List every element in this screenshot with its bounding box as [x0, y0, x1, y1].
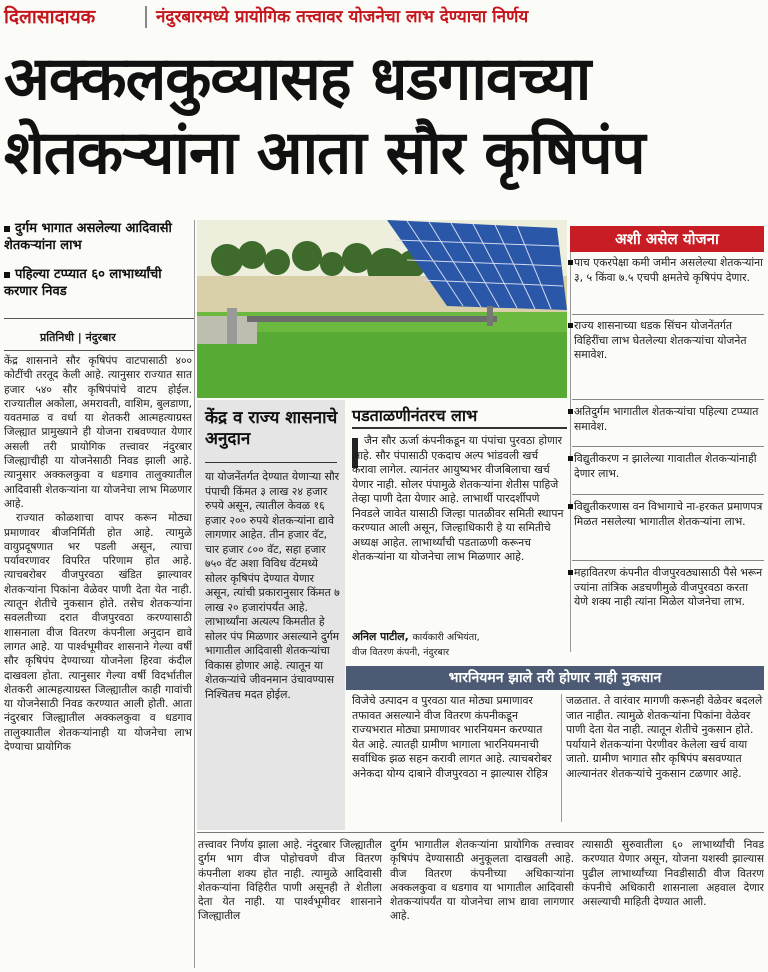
square-bullet-icon [568, 323, 573, 328]
yojana-item [574, 256, 764, 285]
divider [572, 560, 764, 561]
kicker-text: नंदुरबारमध्ये प्रायोगिक तत्त्वावर योजनेचा लाभ देण्याचा निर्णय [156, 7, 529, 27]
bullet-text: दुर्गम भागात असलेल्या आदिवासी शेतकऱ्यांना लाभ [4, 221, 172, 253]
verification-text: जैन सौर ऊर्जा कंपनीकडून या पंपांचा पुरवठा होणार आहे. सौर पंपासाठी एकदाच अल्प भांडवली खर्च करावा लागेल. त्यानंतर आयुष्यभर वीजबिलाचा खर्च येणार नाही. सोलर पंपामुळे शेतकऱ्यांना शेतीस पाहिजे तेव्हा पाणी देता येणार आहे. लाभार्थी पारदर्शीपणे निवडले जावेत यासाठी जिल्हा पातळीवर समिती स्थापन करण्यात आली असून, जिल्हाधिकारी हे या समितीचे अध्यक्ष आहेत. लाभार्थ्यांची पडताळणी करूनच शेतकऱ्यांना या योजनेचा लाभ मिळणार आहे. [352, 434, 564, 563]
solar-pump-photo [197, 220, 567, 398]
verification-heading: पडताळणीनंतरच लाभ [352, 405, 567, 429]
square-bullet-icon [568, 504, 573, 509]
headline [4, 42, 764, 190]
yojana-item-text: विद्युतीकरणास वन विभागाचे ना-हरकत प्रमाणपत्र मिळत नसलेल्या भागातील शेतकऱ्यांना लाभ. [574, 500, 763, 528]
load-shedding-heading: भारनियमन झाले तरी होणार नाही नुकसान [346, 666, 764, 690]
yojana-item [574, 452, 764, 481]
bottom-column-1: तत्त्वावर निर्णय झाला आहे. नंदुरबार जिल्ह्यातील दुर्गम भाग वीज पोहोचवणे वीज वितरण कंपनीला शक्य होत नाही. त्यामुळे आदिवासी शेतकऱ्यांना विहिरीत पाणी असूनही ते शेतीला देता येत नाही. या पार्श्वभूमीवर शासनाने जिल्ह्यातील [198, 839, 382, 923]
divider [4, 318, 194, 319]
divider [572, 446, 764, 447]
load-shedding-text-col2: जळतात. ते वारंवार मागणी करूनही वेळेवर बदलले जात नाहीत. त्यामुळे शेतकऱ्यांना पिकांना वेळेवर पाणी देता येत नाही. त्यातून शेतीचे नुकसान होते. पर्यायाने शेतकऱ्यांना पेरणीवर केलेला खर्च वाया जातो. ग्रामीण भागात सौर कृषिपंप बसवण्यात आल्यानंतर शेतकऱ्यांचे नुकसान टळणार आहे. [566, 694, 763, 780]
paragraph: केंद्र शासनाने सौर कृषिपंप वाटपासाठी ४०० कोटींची तरतूद केली आहे. त्यानुसार राज्यात सात हजार ५४० सौर कृषिपंपांचे वाटप होईल. राज्यातील अकोला, अमरावती, वाशिम, बुलडाणा, यवतमाळ व वर्धा या शेतकरी आत्महत्याग्रस्त जिल्ह्यात प्रामुख्याने ही योजना राबवण्यात येणार असली तरी प्रायोगिक तत्त्वावर नंदुरबार जिल्ह्याचीही या योजनेसाठी निवड झाली आहे. त्यानुसार अक्कलकुवा व धडगाव तालुक्यातील आदिवासी शेतकऱ्यांना या योजनेचा लाभ मिळणार आहे. [4, 355, 192, 510]
yojana-item-text: राज्य शासनाच्या धडक सिंचन योजनेंतर्गत विहिरींचा लाभ घेतलेल्या शेतकऱ्यांचा योजनेत समावेश. [574, 319, 747, 361]
signature-name: अनिल पाटील, [352, 630, 409, 643]
yojana-item-text: विद्युतीकरण न झालेल्या गावातील शेतकऱ्यांनाही देणार लाभ. [574, 452, 757, 480]
bullet-text: पहिल्या टप्प्यात ६० लाभार्थ्यांची करणार निवड [4, 267, 162, 299]
square-bullet-icon [568, 570, 573, 575]
divider [197, 832, 764, 833]
load-shedding-text-col1: विजेचे उत्पादन व पुरवठा यात मोठ्या प्रमाणावर तफावत असल्याने वीज वितरण कंपनीकडून राज्यभरात मोठ्या प्रमाणावर भारनियमन करण्यात येत आहे. त्यातही ग्रामीण भागाला भारनियमनाची सर्वाधिक झळ सहन करावी लागत आहे. त्याचबरोबर अनेकदा योग्य दाबाने वीजपुरवठा न झाल्यास रोहित्र [352, 694, 552, 780]
signature-org: वीज वितरण कंपनी, नंदुरबार [352, 647, 450, 658]
headline-line-1: अक्कलकुव्यासह धडगावच्या [4, 44, 591, 114]
yojana-item [574, 566, 764, 610]
yojana-item [574, 500, 764, 529]
square-bullet-icon [4, 272, 10, 278]
yojana-item-text: अतिदुर्गम भागातील शेतकऱ्यांचा पहिल्या टप्प्यात समावेश. [574, 405, 759, 433]
divider [572, 314, 764, 315]
yojana-item [574, 405, 764, 434]
solar-field-illustration [197, 220, 567, 398]
divider [4, 350, 194, 351]
column-rule [570, 252, 571, 652]
bottom-column-3: त्यासाठी सुरुवातीला ६० लाभार्थ्यांची निवड करण्यात येणार असून, योजना यशस्वी झाल्यास पुढील लाभार्थ्यांच्या निवडीसाठी वीज वितरण कंपनीचे अधिकारी शासनाला अहवाल देणार असल्याची माहिती देण्यात आली. [582, 839, 764, 909]
yojana-item [574, 319, 764, 363]
subsidy-text: या योजनेंतर्गत देण्यात येणाऱ्या सौर पंपाची किंमत ३ लाख २४ हजार रुपये असून, त्यातील केवळ १६ हजार २०० रुपये शेतकऱ्यांना द्यावे लागणार आहेत. तीन हजार वॅट, चार हजार ८०० वॅट, सहा हजार ७५० वॅट अशा विविध वॅटमध्ये सोलर कृषिपंप देण्यात येणार असून, त्यांची प्रकारानुसार किंमत ७ लाख २० हजारांपर्यंत आहे. लाभार्थ्यांना अत्यल्प किमतीत हे सोलर पंप मिळणार असल्याने दुर्गम भागातील आदिवासी शेतकऱ्यांचा विकास होणार आहे. त्यातून या शेतकऱ्यांचे जीवनमान उंचावण्यास निश्चितच मदत होईल. [205, 470, 340, 701]
column-rule [561, 694, 562, 822]
yojana-heading: अशी असेल योजना [570, 226, 764, 252]
square-bullet-icon [568, 260, 573, 265]
bullet-point [4, 220, 194, 254]
signature [352, 630, 564, 646]
kicker-divider [145, 6, 147, 28]
divider [572, 494, 764, 495]
left-column-text [4, 354, 192, 968]
paragraph: राज्यात कोळशाचा वापर करून मोठ्या प्रमाणावर बीजनिर्मिती होत आहे. त्यामुळे वायुप्रदूषणात भर पडली असून, त्याचा पर्यावरणावर विपरित परिणाम होत आहे. त्याचबरोबर वीजपुरवठा खंडित झाल्यावर शेतकऱ्यांना पिकांना वेळेवर पाणी देता येत नाही. त्यातून शेतीचे नुकसान होते. तसेच शेतकऱ्यांना सवलतीच्या दरात वीजपुरवठा करण्यासाठी शासनाला वीज वितरण कंपनीला अनुदान द्यावे लागत आहे. या पार्श्वभूमीवर शासनाने गेल्या वर्षी सौर कृषिपंप देण्याच्या योजनेला हिरवा कंदील दाखवला होता. त्यानुसार गेल्या वर्षी विदर्भातील शेतकरी आत्महत्याग्रस्त जिल्ह्यातील काही गावांची या योजनेसाठी निवड करण्यात आली होती. आता नंदुरबार जिल्ह्यातील अक्कलकुवा व धडगाव तालुक्यातील शेतकऱ्यांनाही या योजनेचा लाभ देण्याचा प्रायोगिक [4, 512, 192, 754]
square-bullet-icon [568, 456, 573, 461]
subsidy-heading: केंद्र व राज्य शासनाचे अनुदान [205, 408, 338, 449]
column-rule [194, 220, 195, 968]
byline: प्रतिनिधी | नंदुरबार [40, 331, 116, 344]
yojana-item-text: पाच एकरपेक्षा कमी जमीन असलेल्या शेतकऱ्यांना ३, ५ किंवा ७.५ एचपी क्षमतेचे कृषिपंप देणार. [574, 256, 763, 284]
bullet-point [4, 266, 194, 300]
bottom-column-2: दुर्गम भागातील शेतकऱ्यांना प्रायोगिक तत्त्वावर कृषिपंप देण्यासाठी अनुकूलता दाखवली आहे. वीज वितरण कंपनीच्या अधिकाऱ्यांना अक्कलकुवा व धडगाव या भागातील आदिवासी शेतकऱ्यांपर्यंत या योजनेचा लाभ द्यावा लागणार आहे. [390, 839, 574, 923]
yojana-item-text: महावितरण कंपनीत वीजपुरवठ्यासाठी पैसे भरून ज्यांना तांत्रिक अडचणीमुळे वीजपुरवठा करता येणे शक्य नाही त्यांना मिळेल योजनेचा लाभ. [574, 566, 763, 608]
square-bullet-icon [4, 226, 10, 232]
section-tag: दिलासादायक [4, 6, 96, 28]
divider [205, 462, 337, 463]
divider [572, 399, 764, 400]
signature-role: कार्यकारी अभियंता, [412, 632, 480, 643]
headline-line-2: शेतकऱ्यांना आता सौर कृषिपंप [4, 118, 645, 188]
square-bullet-icon [568, 409, 573, 414]
